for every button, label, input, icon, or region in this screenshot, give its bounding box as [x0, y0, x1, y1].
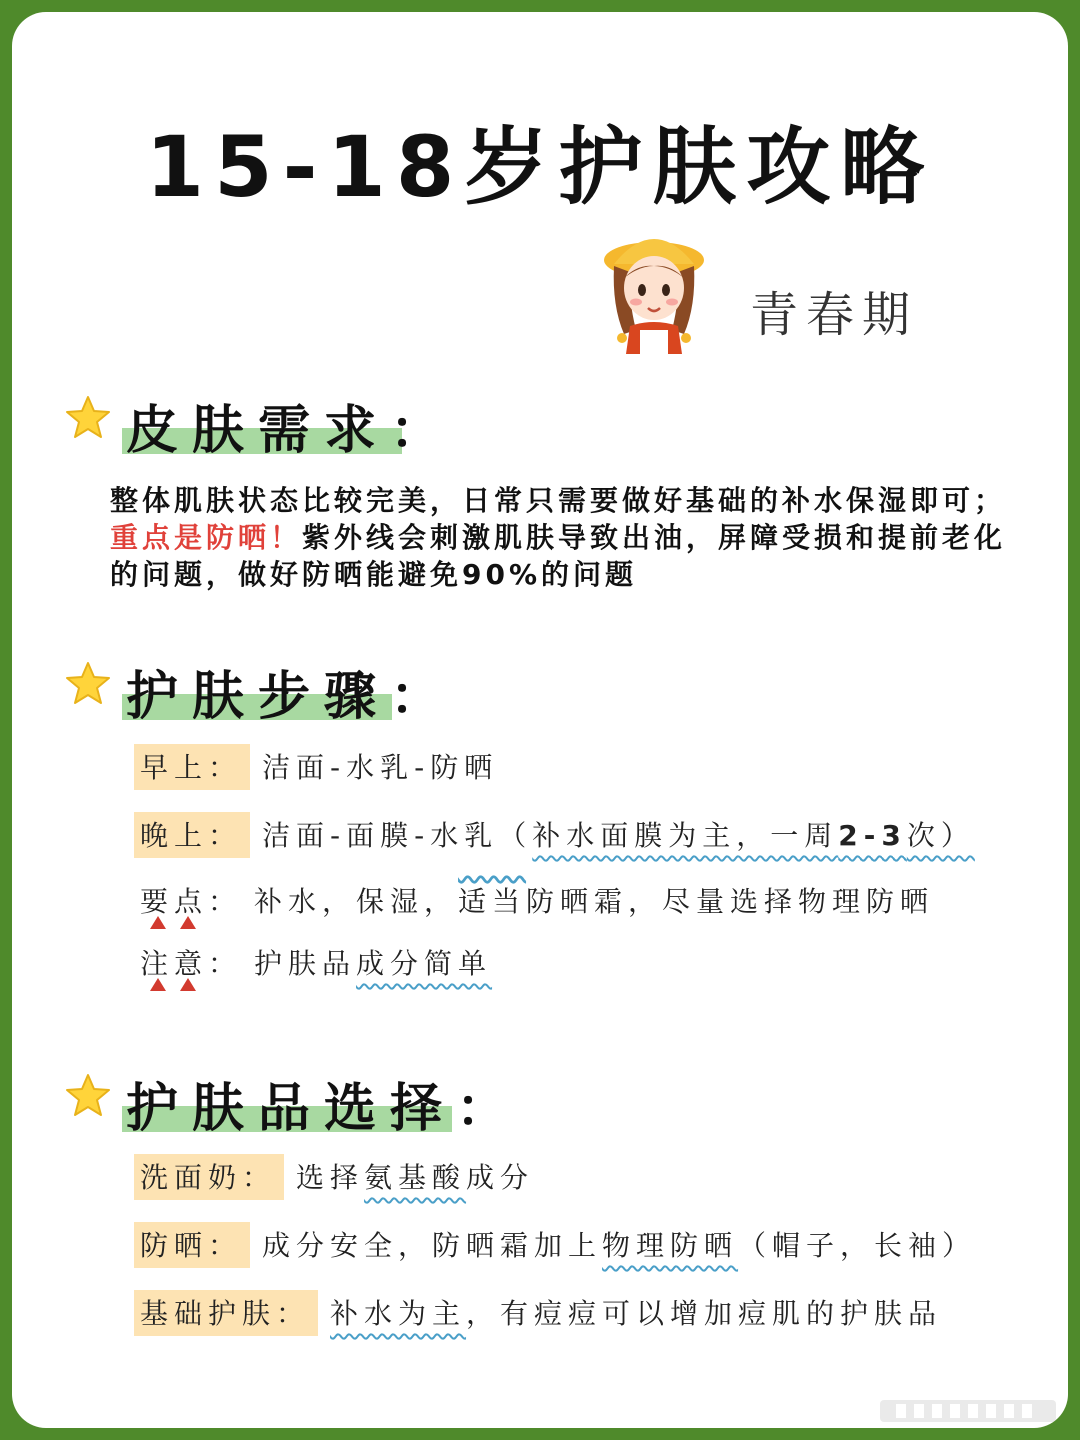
step-text-overlined: 适当: [458, 885, 527, 918]
product-label: 基础护肤：: [134, 1290, 318, 1336]
product-label: 洗面奶：: [134, 1154, 284, 1200]
page-title: 15-18岁护肤攻略: [145, 118, 935, 216]
step-frequency: 2-3: [838, 819, 907, 852]
product-text: 成分: [466, 1161, 535, 1194]
emphasis-triangle-icon: [180, 916, 196, 929]
section-heading-products: [64, 1066, 524, 1139]
needs-text-1: 整体肌肤状态比较完美，日常只需要做好基础的补水保湿即可；: [110, 484, 1007, 517]
step-text: 补水，保湿，: [254, 885, 459, 918]
step-keypoint: [140, 880, 934, 920]
section-heading-text: 护肤品选择：: [126, 1079, 523, 1139]
product-text: ，有痘痘可以增加痘肌的护肤品: [466, 1297, 943, 1330]
product-basic: [134, 1290, 942, 1336]
step-text-underlined: 次）: [906, 819, 975, 852]
product-text-underlined: 补水为主: [330, 1297, 467, 1330]
star-icon: [64, 660, 112, 708]
step-label: 注意：: [140, 947, 243, 980]
needs-paragraph: [110, 482, 1010, 593]
section-heading-text: 护肤步骤：: [126, 667, 457, 727]
needs-text-2: 紫外线会刺激肌肤导致出油，屏障受损和提前老化的问题，做好防晒能避免90%的问题: [110, 521, 1007, 591]
step-evening: [134, 812, 975, 858]
product-text: 选择: [296, 1161, 365, 1194]
product-cleanser: [134, 1154, 534, 1200]
step-label: 晚上：: [134, 812, 250, 858]
emphasis-triangle-icon: [150, 978, 166, 991]
emphasis-triangle-icon: [150, 916, 166, 929]
product-sunscreen: [134, 1222, 976, 1268]
section-heading-steps: [64, 654, 464, 727]
product-text: （帽子，长袖）: [738, 1229, 977, 1262]
star-icon: [64, 1072, 112, 1120]
content-card: [12, 12, 1068, 1428]
product-text-underlined: 物理防晒: [602, 1229, 739, 1262]
page-frame: [12, 12, 1068, 1428]
product-text-underlined: 氨基酸: [364, 1161, 467, 1194]
step-label: 要点：: [140, 885, 243, 918]
step-morning: [134, 744, 498, 790]
step-text: 护肤品: [254, 947, 357, 980]
product-label: 防晒：: [134, 1222, 250, 1268]
section-heading-needs: [64, 388, 464, 461]
watermark-icon: [880, 1396, 1056, 1426]
step-label: 早上：: [134, 744, 250, 790]
subtitle: 青春期: [750, 287, 919, 343]
star-icon: [64, 394, 112, 442]
step-text: 洁面-水乳-防晒: [262, 751, 499, 784]
step-text-underlined: 成分简单: [356, 947, 493, 980]
emphasis-triangle-icon: [180, 978, 196, 991]
step-note: [140, 942, 492, 982]
girl-avatar: [600, 226, 708, 354]
product-text: 成分安全，防晒霜加上: [262, 1229, 603, 1262]
needs-emphasis: 重点是防晒！: [110, 521, 303, 554]
step-text: 洁面-面膜-水乳（: [262, 819, 533, 852]
step-text: 防晒霜，尽量选择物理防晒: [526, 885, 935, 918]
section-heading-text: 皮肤需求：: [126, 401, 457, 461]
step-text-underlined: 补水面膜为主，一周: [532, 819, 839, 852]
